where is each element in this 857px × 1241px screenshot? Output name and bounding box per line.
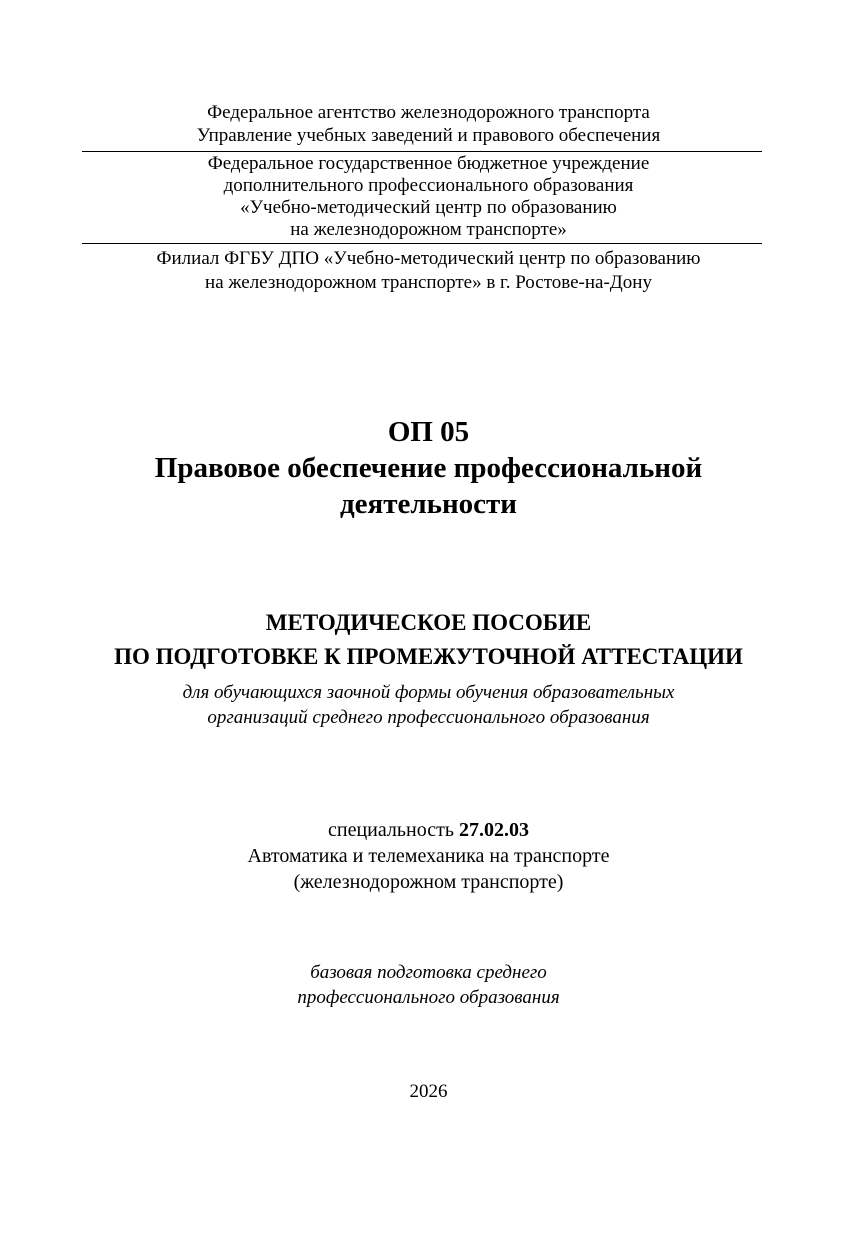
education-level [0,960,857,1010]
audience-line-1: для обучающихся заочной формы обучения образовательных [182,682,675,703]
specialty-info [0,817,857,895]
agency-header [0,101,857,147]
divider-rule-bottom [82,243,762,244]
divider-rule-top [82,151,762,152]
publication-year [0,1080,857,1104]
year: 2026 [409,1081,448,1102]
specialty-label: специальность [328,819,459,841]
branch-line-1: Филиал ФГБУ ДПО «Учебно-методический центр по образованию [156,248,701,269]
level-line-2: профессионального образования [297,987,560,1008]
manual-audience [0,680,857,730]
course-title-line-1: Правовое обеспечение профессиональной [154,452,703,484]
manual-title [0,606,857,674]
level-line-1: базовая подготовка среднего [310,962,547,983]
audience-line-2: организаций среднего профессионального образования [207,707,650,728]
manual-title-line-1: МЕТОДИЧЕСКОЕ ПОСОБИЕ [265,610,592,635]
specialty-name-line-2: (железнодорожном транспорте) [293,871,564,893]
course-title [0,414,857,522]
agency-line-1: Федеральное агентство железнодорожного транспорта [207,102,650,123]
manual-title-line-2: ПО ПОДГОТОВКЕ К ПРОМЕЖУТОЧНОЙ АТТЕСТАЦИИ [114,644,743,669]
specialty-code: 27.02.03 [458,819,529,841]
course-code: ОП 05 [387,416,470,448]
institution-line-2: дополнительного профессионального образования [223,175,634,196]
branch-line-2: на железнодорожном транспорте» в г. Ростове-на-Дону [205,272,652,293]
institution-line-4: на железнодорожном транспорте» [290,219,567,240]
agency-line-2: Управление учебных заведений и правового обеспечения [196,125,661,146]
institution-header [0,153,857,241]
specialty-name-line-1: Автоматика и телемеханика на транспорте [247,845,610,867]
course-title-line-2: деятельности [340,488,517,520]
specialty-line [0,817,857,843]
institution-line-3: «Учебно-методический центр по образованию [240,197,617,218]
branch-header [0,247,857,295]
institution-line-1: Федеральное государственное бюджетное учреждение [207,153,650,174]
